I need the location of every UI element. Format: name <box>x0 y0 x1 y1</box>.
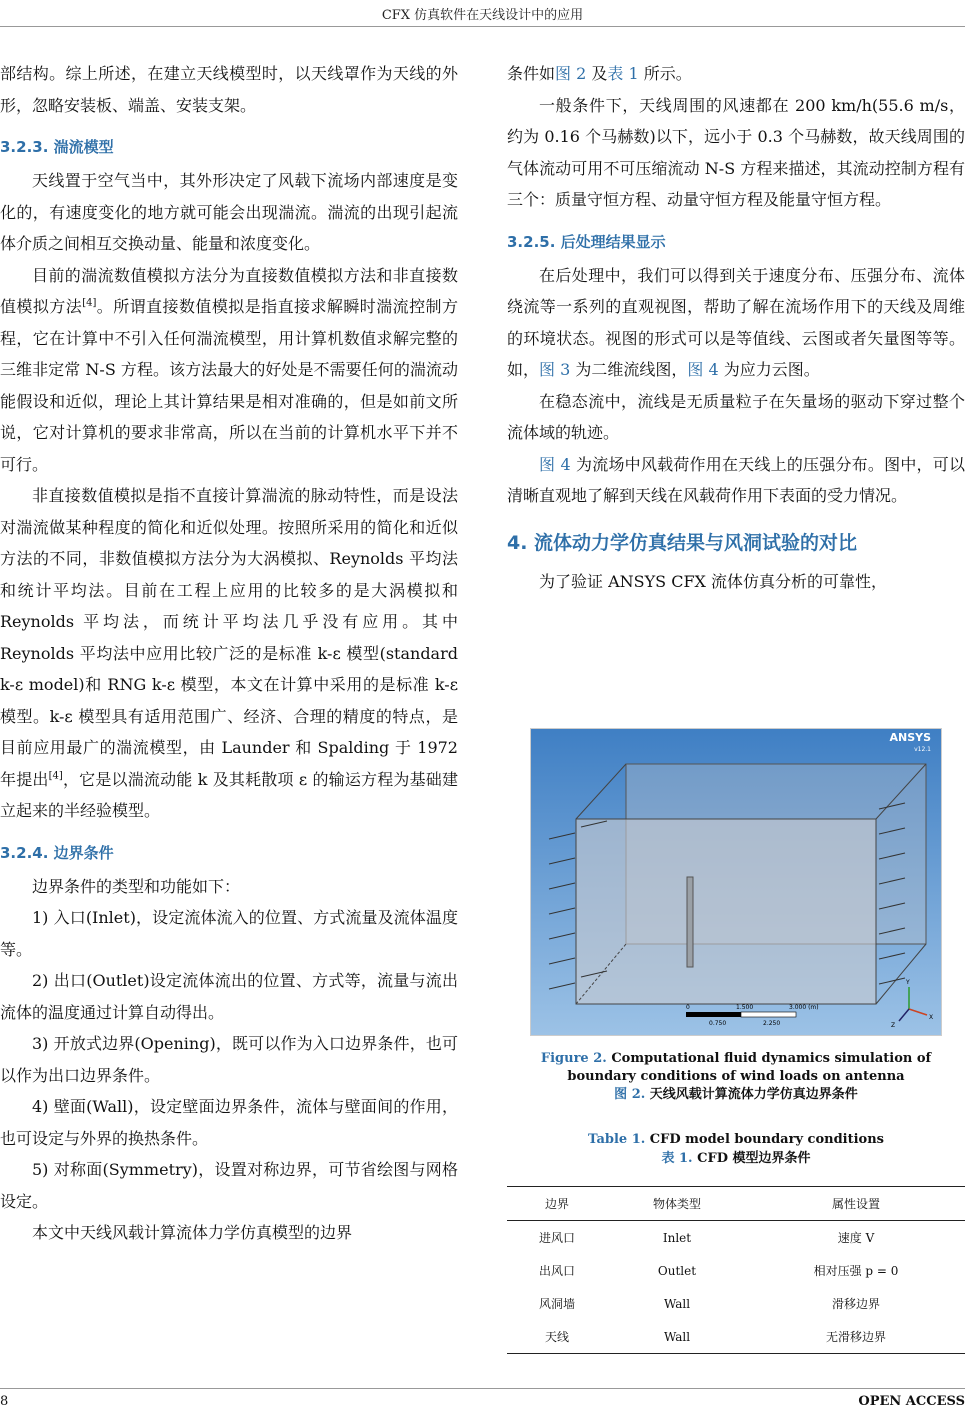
paragraph: 在稳态流中，流线是无质量粒子在矢量场的驱动下穿过整个流体域的轨迹。 <box>507 391 965 442</box>
figure-label: 图 2. <box>614 1087 646 1102</box>
table-cell: 出风口 <box>538 1264 575 1278</box>
caption-text: CFD model boundary conditions <box>645 1132 884 1147</box>
text: 非直接数值模拟是指不直接计算湍流的脉动特性，而是设法对湍流做某种程度的简化和近似处理。按照所采用的简化和近似方法的不同，非数值模拟方法分为大涡模拟、Reynolds 平均法和统计平均法。目前在工程上应用的比较多的是大涡模拟和 Reynolds 平均法，而统计平均法几乎没有应用。其中 Reynolds 平均法中应用比较广泛的是标准 k-ε 模型(standard k-ε model)和 RNG k-ε 模型，本文在计算中采用的是标准 k-ε 模型。k-ε 模型具有适用范围广、经济、合理的精度的特点，是目前应用最广的湍流模型，由 Launder 和 Spalding 于 1972 年提出 <box>0 486 458 789</box>
section-heading-postprocess: 3.2.5. 后处理结果显示 <box>507 232 666 251</box>
list-item: 3) 开放式边界(Opening)，既可以作为入口边界条件，也可以作为出口边界条件。 <box>0 1034 458 1085</box>
paragraph <box>507 58 965 90</box>
text: 在后处理中，我们可以得到关于速度分布、压强分布、流体绕流等一系列的直观视图，帮助了解在流场作用下的天线及周维的环境状态。视图的形式可以是等值线、云图或者矢量图等等。如， <box>507 265 965 379</box>
paragraph: 天线置于空气当中，其外形决定了风载下流场内部速度是变化的，有速度变化的地方就可能会出现湍流。湍流的出现引起流体介质之间相互交换动量、能量和浓度变化。 <box>0 171 458 253</box>
box-edge <box>876 944 926 1004</box>
scale-bar-segment <box>741 1012 796 1017</box>
column-header: 物体类型 <box>652 1197 701 1211</box>
figure-caption <box>507 1050 965 1104</box>
right-column <box>507 58 965 597</box>
scale-label: 0 <box>686 1004 690 1011</box>
table-cell: 进风口 <box>538 1231 575 1245</box>
scale-label: 3.000 (m) <box>789 1004 819 1011</box>
table-label: 表 1. <box>661 1151 693 1166</box>
text: 条件如 <box>507 64 556 83</box>
table-cell: 滑移边界 <box>831 1297 880 1311</box>
list-item: 2) 出口(Outlet)设定流体流出的位置、方式等，流量与流出流体的温度通过计算自动得出。 <box>0 971 458 1022</box>
text: 及 <box>586 64 608 83</box>
table-cell: 风洞墙 <box>538 1297 575 1311</box>
table-cell: 速度 V <box>837 1231 875 1245</box>
running-header: CFX 仿真软件在天线设计中的应用 <box>381 8 584 23</box>
text: ，它是以湍流动能 k 及其耗散项 ε 的输运方程为基础建立起来的半经验模型。 <box>0 769 458 820</box>
scale-bar-segment <box>686 1012 741 1017</box>
column-header: 属性设置 <box>831 1197 880 1211</box>
figure-link[interactable]: 图 2 <box>555 64 587 83</box>
table-caption <box>507 1130 965 1168</box>
text: 为流场中风载荷作用在天线上的压强分布。图中，可以清晰直观地了解到天线在风载荷作用下表面的受力情况。 <box>507 454 965 505</box>
figure-link[interactable]: 图 4 <box>539 454 571 474</box>
figure-link[interactable]: 图 3 <box>539 360 571 379</box>
table-cell: Outlet <box>657 1263 697 1278</box>
antenna <box>687 877 693 967</box>
table-label: Table 1. <box>588 1132 646 1147</box>
caption-text: CFD 模型边界条件 <box>692 1151 811 1166</box>
paragraph <box>0 480 458 827</box>
list-item: 4) 壁面(Wall)，设定壁面边界条件，流体与壁面间的作用，也可设定与外界的换热条件。 <box>0 1097 458 1148</box>
paragraph: 为了验证 ANSYS CFX 流体仿真分析的可靠性， <box>539 571 888 591</box>
paragraph: 本文中天线风载计算流体力学仿真模型的边界 <box>32 1223 353 1242</box>
table-header-row <box>507 1187 965 1221</box>
paragraph: 边界条件的类型和功能如下： <box>32 876 241 896</box>
citation[interactable]: [4] <box>48 770 63 782</box>
table-cell: 无滑移边界 <box>825 1330 886 1344</box>
table-link[interactable]: 表 1 <box>607 64 639 83</box>
citation[interactable]: [4] <box>82 297 97 309</box>
box-front-face <box>576 819 876 1004</box>
figure-label: Figure 2. <box>540 1051 607 1066</box>
section-heading-comparison: 4. 流体动力学仿真结果与风洞试验的对比 <box>507 531 858 554</box>
list-item: 1) 入口(Inlet)，设定流体流入的位置、方式流量及流体温度等。 <box>0 908 458 959</box>
scale-label: 1.500 <box>736 1004 754 1011</box>
table-cell: Wall <box>663 1329 691 1344</box>
paragraph <box>507 260 965 386</box>
open-access-label: OPEN ACCESS <box>858 1394 965 1409</box>
text: 为应力云图。 <box>718 360 820 379</box>
axis-triad <box>891 979 933 1029</box>
figure-link[interactable]: 图 4 <box>687 360 719 379</box>
axis-label: Z <box>891 1022 896 1029</box>
table-row <box>507 1320 965 1354</box>
table-row <box>507 1254 965 1287</box>
text: 为二维流线图， <box>570 360 688 379</box>
section-heading-boundary: 3.2.4. 边界条件 <box>0 843 114 862</box>
caption-text: 天线风载计算流体力学仿真边界条件 <box>645 1087 858 1102</box>
paragraph <box>507 449 965 512</box>
text: 。所谓直接数值模拟是指直接求解瞬时湍流控制方程，它在计算中不引入任何湍流模型，用计算机数值求解完整的三维非定常 N-S 方程。该方法最大的好处是不需要任何的湍流动能假设和近似，理论上其计算结果是相对准确的，但是如前文所说，它对计算机的要求非常高，所以在当前的计算机水平下并不可行。 <box>0 297 458 474</box>
column-header: 边界 <box>544 1197 569 1211</box>
header-rule <box>0 26 965 27</box>
table-row <box>507 1221 965 1255</box>
list-item: 5) 对称面(Symmetry)，设置对称边界，可节省绘图与网格设定。 <box>0 1160 458 1211</box>
ansys-version: v12.1 <box>914 746 931 753</box>
table-cell: 相对压强 p = 0 <box>813 1264 899 1278</box>
boundary-conditions-table <box>507 1186 965 1354</box>
footer-rule <box>0 1388 965 1389</box>
left-column <box>0 58 458 1249</box>
paragraph <box>0 260 458 481</box>
scale-sublabel: 0.750 <box>709 1020 727 1027</box>
table-cell: 天线 <box>544 1330 569 1344</box>
scale-sublabel: 2.250 <box>763 1020 781 1027</box>
ansys-logo: ANSYS <box>889 731 931 744</box>
table-row <box>507 1287 965 1320</box>
figure-cfd-domain <box>530 728 942 1036</box>
paragraph: 部结构。综上所述，在建立天线模型时，以天线罩作为天线的外形，忽略安装板、端盖、安装支架。 <box>0 64 458 115</box>
table-cell: Wall <box>663 1296 691 1311</box>
paragraph: 一般条件下，天线周围的风速都在 200 km/h(55.6 m/s，约为 0.16 个马赫数)以下，远小于 0.3 个马赫数，故天线周围的气体流动可用不可压缩流动 N-S 方程来描述，其流动控制方程有三个：质量守恒方程、动量守恒方程及能量守恒方程。 <box>507 95 965 209</box>
text: 目前的湍流数值模拟方法分为直接数值模拟方法和非直接数值模拟方法 <box>0 265 458 316</box>
page-number: 8 <box>0 1394 9 1409</box>
cfd-render <box>531 729 941 1035</box>
axis-label: X <box>929 1014 934 1021</box>
axis-label: Y <box>906 979 910 986</box>
table-cell: Inlet <box>662 1230 692 1245</box>
caption-text: Computational fluid dynamics simulation of boundary conditions of wind loads on antenna <box>567 1051 932 1084</box>
section-heading-turbulence: 3.2.3. 湍流模型 <box>0 138 114 156</box>
box-edge <box>576 764 626 819</box>
text: 所示。 <box>638 64 692 83</box>
